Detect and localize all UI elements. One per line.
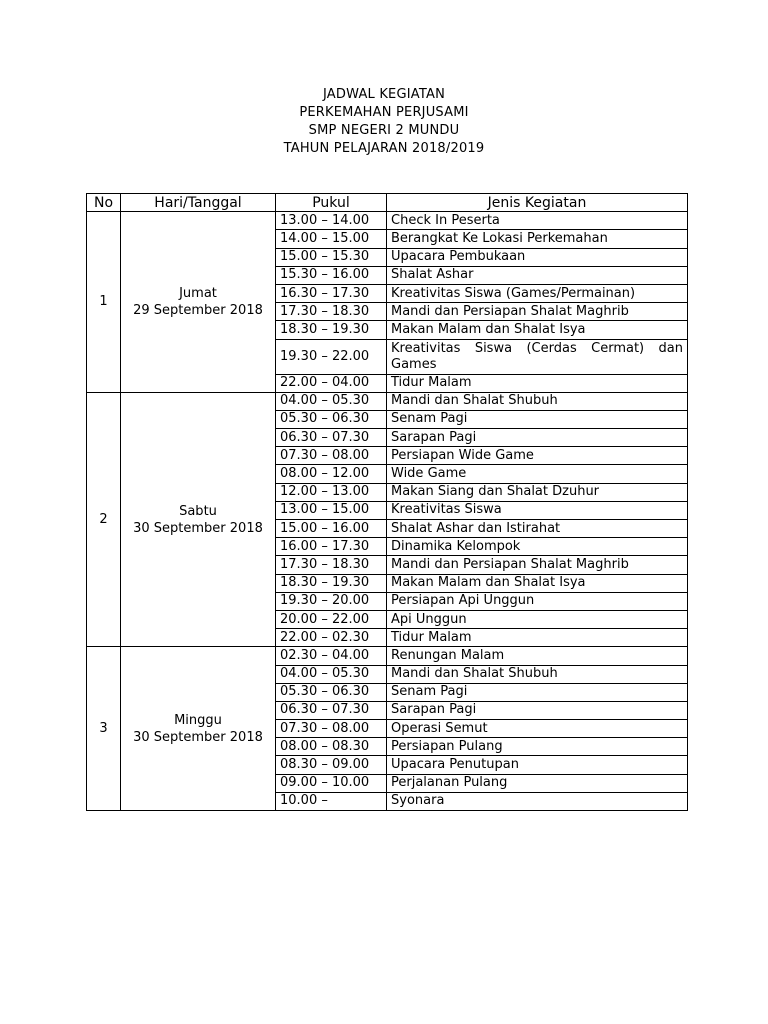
time-cell: 15.00 – 16.00 [276,520,387,538]
title-line: TAHUN PELAJARAN 2018/2019 [283,141,485,156]
day-date-cell [121,647,276,811]
activity-cell: Persiapan Api Unggun [387,592,688,610]
activity-cell: Renungan Malam [387,647,688,665]
time-cell: 06.30 – 07.30 [276,429,387,447]
activity-cell: Shalat Ashar dan Istirahat [387,520,688,538]
day-name: Jumat [179,285,217,301]
activity-cell: Perjalanan Pulang [387,774,688,792]
activity-cell: Tidur Malam [387,629,688,647]
activity-cell: Api Unggun [387,610,688,628]
time-cell: 22.00 – 04.00 [276,374,387,392]
table-row [87,647,688,665]
time-cell: 19.30 – 20.00 [276,592,387,610]
activity-cell: Syonara [387,792,688,810]
time-cell: 17.30 – 18.30 [276,556,387,574]
day-date: 30 September 2018 [133,729,263,745]
time-cell: 20.00 – 22.00 [276,610,387,628]
activity-cell: Persiapan Pulang [387,738,688,756]
activity-cell: Operasi Semut [387,720,688,738]
activity-cell: Makan Malam dan Shalat Isya [387,574,688,592]
activity-cell: Tidur Malam [387,374,688,392]
header-day-date: Hari/Tanggal [121,194,276,212]
day-date-cell [121,392,276,647]
activity-cell: Upacara Pembukaan [387,248,688,266]
activity-cell: Dinamika Kelompok [387,538,688,556]
time-cell: 05.30 – 06.30 [276,683,387,701]
day-number: 1 [87,212,121,393]
time-cell: 08.30 – 09.00 [276,756,387,774]
activity-cell: Kreativitas Siswa (Games/Permainan) [387,284,688,302]
day-date-cell [121,212,276,393]
table-row [87,392,688,410]
time-cell: 16.00 – 17.30 [276,538,387,556]
header-no: No [87,194,121,212]
time-cell: 22.00 – 02.30 [276,629,387,647]
time-cell: 06.30 – 07.30 [276,701,387,719]
activity-cell: Makan Siang dan Shalat Dzuhur [387,483,688,501]
time-cell: 14.00 – 15.00 [276,230,387,248]
table-header-row [87,194,688,212]
activity-cell: Sarapan Pagi [387,429,688,447]
title-line: SMP NEGERI 2 MUNDU [308,123,460,138]
activity-cell: Mandi dan Shalat Shubuh [387,665,688,683]
time-cell: 10.00 – [276,792,387,810]
table-row [87,212,688,230]
activity-cell: Senam Pagi [387,683,688,701]
time-cell: 04.00 – 05.30 [276,665,387,683]
time-cell: 07.30 – 08.00 [276,447,387,465]
title-line: JADWAL KEGIATAN [323,87,445,102]
day-number: 3 [87,647,121,811]
time-cell: 02.30 – 04.00 [276,647,387,665]
time-cell: 13.00 – 14.00 [276,212,387,230]
header-time: Pukul [276,194,387,212]
activity-cell: Senam Pagi [387,410,688,428]
time-cell: 16.30 – 17.30 [276,284,387,302]
activity-cell: Wide Game [387,465,688,483]
document-title [0,86,768,158]
time-cell: 08.00 – 12.00 [276,465,387,483]
time-cell: 15.00 – 15.30 [276,248,387,266]
activity-cell: Upacara Penutupan [387,756,688,774]
day-date: 30 September 2018 [133,520,263,536]
day-name: Sabtu [179,503,217,519]
activity-cell: Check In Peserta [387,212,688,230]
header-activity: Jenis Kegiatan [387,194,688,212]
time-cell: 19.30 – 22.00 [276,339,387,374]
time-cell: 07.30 – 08.00 [276,720,387,738]
time-cell: 09.00 – 10.00 [276,774,387,792]
activity-cell: Persiapan Wide Game [387,447,688,465]
activity-cell: Berangkat Ke Lokasi Perkemahan [387,230,688,248]
schedule-body [87,212,688,811]
activity-cell: Shalat Ashar [387,266,688,284]
activity-cell: Makan Malam dan Shalat Isya [387,321,688,339]
schedule-table [86,193,688,811]
activity-cell: Kreativitas Siswa (Cerdas Cermat) dan Games [387,339,688,374]
activity-cell: Sarapan Pagi [387,701,688,719]
time-cell: 08.00 – 08.30 [276,738,387,756]
time-cell: 18.30 – 19.30 [276,574,387,592]
title-line: PERKEMAHAN PERJUSAMI [299,105,469,120]
activity-cell: Kreativitas Siswa [387,501,688,519]
activity-cell: Mandi dan Persiapan Shalat Maghrib [387,556,688,574]
day-number: 2 [87,392,121,647]
time-cell: 05.30 – 06.30 [276,410,387,428]
time-cell: 04.00 – 05.30 [276,392,387,410]
day-date: 29 September 2018 [133,302,263,318]
time-cell: 18.30 – 19.30 [276,321,387,339]
activity-cell: Mandi dan Persiapan Shalat Maghrib [387,303,688,321]
time-cell: 17.30 – 18.30 [276,303,387,321]
activity-cell: Mandi dan Shalat Shubuh [387,392,688,410]
day-name: Minggu [174,712,222,728]
time-cell: 13.00 – 15.00 [276,501,387,519]
time-cell: 15.30 – 16.00 [276,266,387,284]
time-cell: 12.00 – 13.00 [276,483,387,501]
